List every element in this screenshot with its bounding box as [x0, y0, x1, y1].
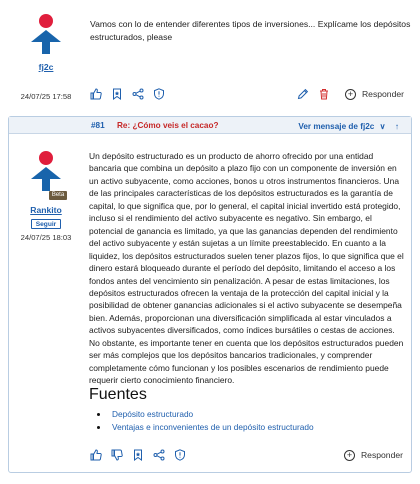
body-line: completamente cómo funcionan y los posibles escenarios de rendimiento puede	[89, 362, 389, 373]
thumbs-down-icon[interactable]	[111, 449, 123, 461]
reply-button[interactable]	[345, 89, 404, 100]
body-line: bien. Además, proporcionan una diversificación simplificada al estar vinculados a	[89, 312, 392, 323]
shield-icon[interactable]	[153, 88, 165, 100]
view-parent-label: Ver mensaje de fj2c	[298, 122, 375, 131]
reply-area	[338, 447, 403, 463]
follow-button[interactable]: Seguir	[31, 219, 62, 229]
username-link[interactable]: fj2c	[38, 62, 54, 72]
plus-circle-icon: +	[344, 450, 355, 461]
body-line: ser más complejos que los depósitos bancarios tradicionales, y comprender	[89, 350, 373, 361]
post-date: 24/07/25 17:58	[20, 92, 72, 101]
edit-icon[interactable]	[297, 88, 309, 100]
avatar[interactable]	[31, 151, 61, 189]
username-link[interactable]: Rankito	[30, 205, 62, 215]
body-line: de las principales características de los depósitos estructurados es la garantía de	[89, 188, 393, 199]
author-panel	[14, 151, 78, 242]
body-line: posibilidad de obtener ganancias adicionales si el activo subyacente se desempeña	[89, 300, 402, 311]
post-actions	[90, 447, 195, 463]
body-line: fondos antes del vencimiento sin penalización. A pesar de estas limitaciones, los	[89, 275, 390, 286]
body-line: capital, lo que significa que, por lo general, el capital inicial invertido está protegido,	[89, 200, 401, 211]
thumbs-up-icon[interactable]	[90, 449, 102, 461]
beta-badge: Beta	[49, 191, 67, 200]
reply-label: Responder	[361, 89, 404, 99]
share-icon[interactable]	[132, 88, 144, 100]
bookmark-icon[interactable]	[111, 88, 123, 100]
chevron-down-icon[interactable]: ∨	[379, 122, 386, 131]
body-line: No obstante, es importante tener en cuenta que los depósitos estructurados pueden	[89, 337, 404, 348]
avatar[interactable]	[31, 14, 61, 52]
post-body	[89, 150, 407, 387]
author-panel	[14, 14, 78, 101]
post-body	[90, 18, 410, 43]
trash-icon[interactable]	[318, 88, 330, 100]
body-line: potencial de ganancia es limitado, ya que las ganancias dependen del rendimiento	[89, 225, 398, 236]
post-text-line: estructurados, please	[90, 31, 173, 42]
body-line: un activo subyacente, como acciones, bonos u otros instrumentos financieros. Una	[89, 175, 400, 186]
post-owner-actions	[297, 86, 404, 102]
body-line: activos subyacentes diversificados, como índices bursátiles o cestas de acciones.	[89, 325, 395, 336]
reply-label: Responder	[360, 450, 403, 460]
post-rankito	[8, 116, 412, 473]
body-line: liquidez, los depósitos estructurados suelen tener plazos fijos, lo que significa que el	[89, 250, 404, 261]
source-link[interactable]: Ventajas e inconvenientes de un depósito estructurado	[97, 421, 314, 434]
body-line: del activo subyacente y están sujetas a un límite preestablecido. En cuanto a la	[89, 238, 386, 249]
thumbs-up-icon[interactable]	[90, 88, 102, 100]
post-text-line: Vamos con lo de entender diferentes tipos de inversiones... Explícame los depósitos	[90, 19, 411, 29]
share-icon[interactable]	[153, 449, 165, 461]
body-line: incluso si el rendimiento del activo subyacente es negativo. Sin embargo, el	[89, 213, 372, 224]
source-link[interactable]: Depósito estructurado	[97, 408, 314, 421]
body-line: depósitos estructurados ofrecen la ventaja de la protección del capital inicial y la	[89, 287, 389, 298]
plus-circle-icon: +	[345, 89, 356, 100]
body-line: dinero estará bloqueado durante el período del depósito, limitando el acceso a los	[89, 263, 396, 274]
body-line: requerir cierto conocimiento financiero.	[89, 375, 235, 386]
arrow-up-icon[interactable]: ↑	[394, 122, 399, 131]
body-line: Un depósito estructurado es un producto de ahorro ofrecido por una entidad	[89, 151, 374, 161]
sources-list	[97, 408, 314, 433]
post-fj2c	[0, 0, 420, 108]
reply-button[interactable]	[344, 450, 403, 461]
message-title[interactable]: Re: ¿Cómo veis el cacao?	[117, 121, 219, 130]
post-actions	[90, 86, 174, 102]
message-number[interactable]: #81	[91, 121, 105, 130]
shield-icon[interactable]	[174, 449, 186, 461]
bookmark-icon[interactable]	[132, 449, 144, 461]
post-date: 24/07/25 18:03	[20, 233, 72, 242]
view-parent-message[interactable]	[298, 121, 399, 131]
body-line: bancaria que combina un depósito a plazo fijo con un componente de inversión en	[89, 163, 397, 174]
sources-heading: Fuentes	[89, 386, 147, 403]
post-header	[9, 117, 411, 134]
